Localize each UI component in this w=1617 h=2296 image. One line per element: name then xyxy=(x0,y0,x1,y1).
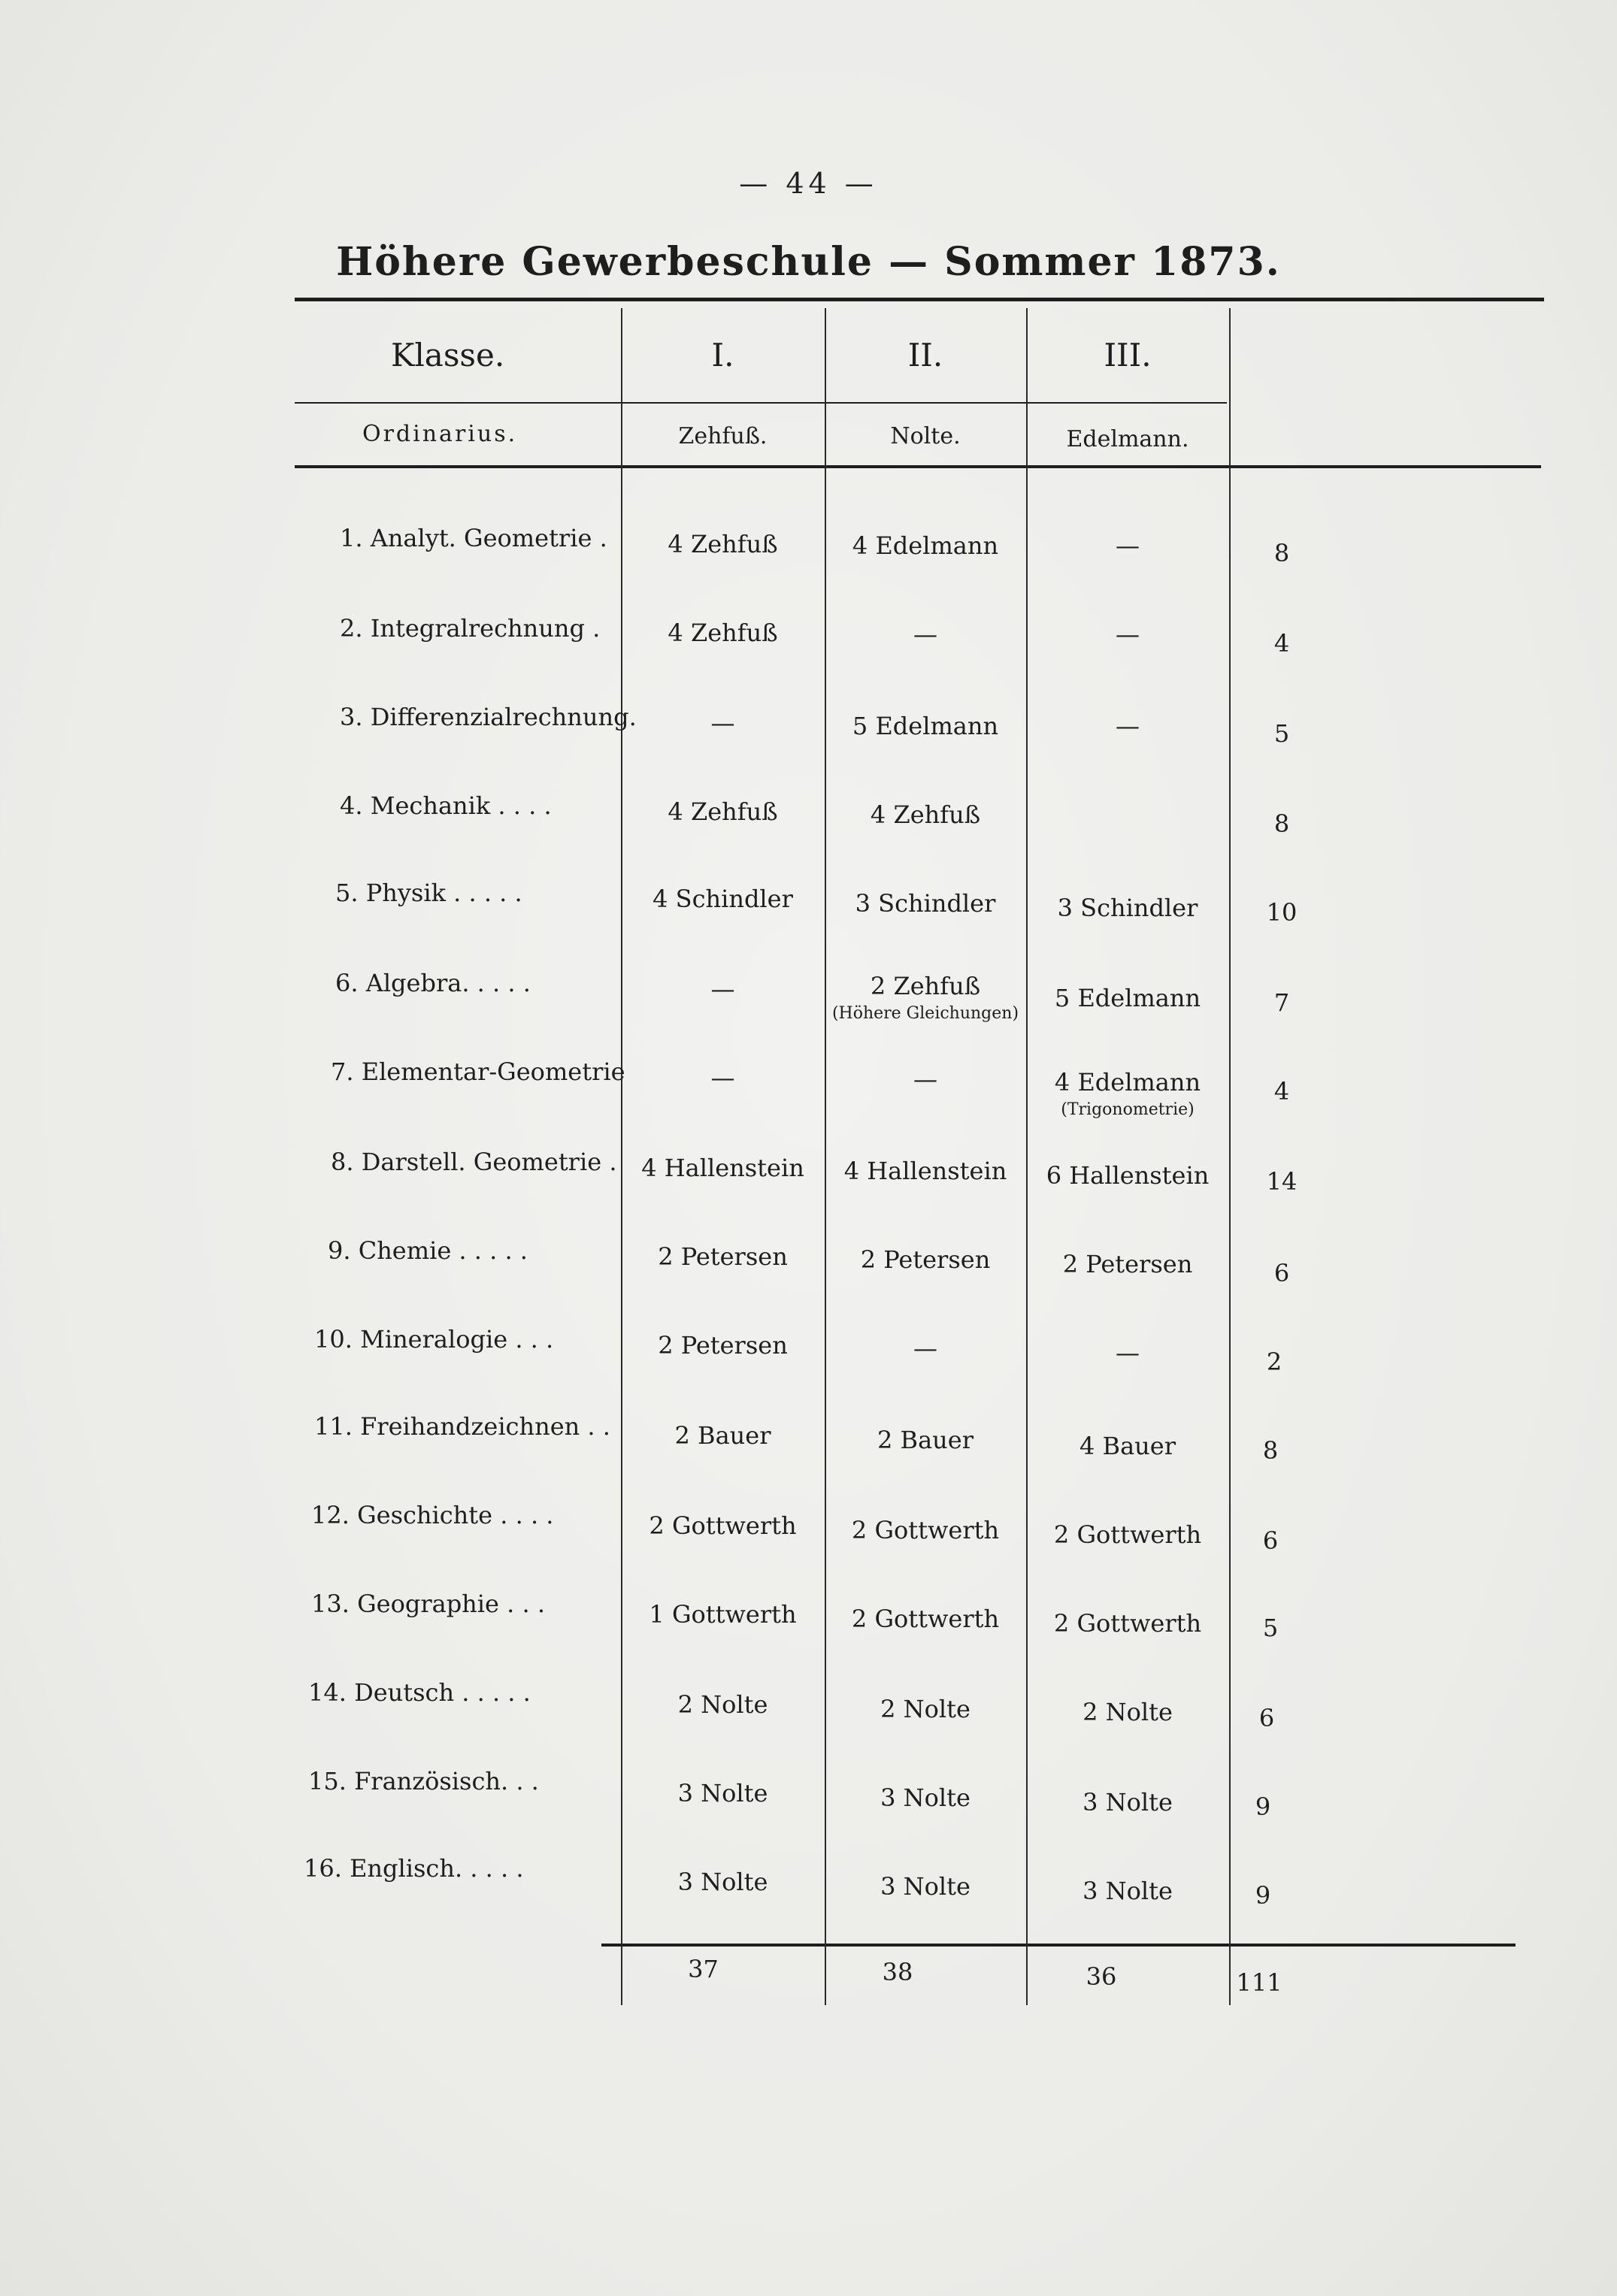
row-total: 8 xyxy=(1273,809,1290,838)
subject-label: 9. Chemie . . . . . xyxy=(328,1236,528,1265)
row-total: 5 xyxy=(1262,1614,1279,1642)
class-II-cell: 4 Edelmann xyxy=(852,531,999,560)
class-II-cell: 3 Nolte xyxy=(880,1872,971,1901)
class-I-header: I. xyxy=(711,337,734,374)
ordinarius-III: Edelmann. xyxy=(1066,426,1189,452)
class-I-cell: 4 Schindler xyxy=(653,885,793,913)
row-total: 8 xyxy=(1273,539,1290,567)
subject-label: 2. Integralrechnung . xyxy=(340,614,601,643)
cell-note: (Höhere Gleichungen) xyxy=(831,1004,1019,1023)
page-number: — 44 — xyxy=(739,167,878,200)
row-total: 5 xyxy=(1273,719,1290,748)
class-III-cell: 6 Hallenstein xyxy=(1046,1161,1210,1190)
class-II-cell: — xyxy=(913,620,937,649)
class-I-cell: 2 Petersen xyxy=(658,1331,788,1360)
class-II-cell: 3 Schindler xyxy=(855,889,996,918)
class-III-cell: 2 Nolte xyxy=(1083,1698,1173,1726)
class-II-cell: — xyxy=(913,1334,937,1363)
class-I-cell: 3 Nolte xyxy=(677,1779,768,1807)
column-rule-4 xyxy=(1229,308,1231,2005)
total-class-II: 38 xyxy=(882,1958,913,1986)
class-III-cell: — xyxy=(1116,531,1140,560)
subject-label: 1. Analyt. Geometrie . xyxy=(340,524,607,552)
class-I-cell: 1 Gottwerth xyxy=(649,1600,797,1629)
row-total: 2 xyxy=(1266,1348,1282,1376)
page-title: Höhere Gewerbeschule — Sommer 1873. xyxy=(336,239,1281,285)
class-III-cell: 2 Gottwerth xyxy=(1053,1520,1202,1549)
class-II-cell: 2 Petersen xyxy=(860,1245,991,1274)
class-I-cell: 2 Petersen xyxy=(658,1242,788,1271)
row-total: 6 xyxy=(1273,1259,1290,1287)
class-III-cell: — xyxy=(1116,1339,1140,1367)
subject-label: 10. Mineralogie . . . xyxy=(314,1325,554,1354)
class-II-cell: 3 Nolte xyxy=(880,1783,971,1812)
row-total: 4 xyxy=(1273,1077,1290,1106)
class-III-cell: 2 Petersen xyxy=(1062,1250,1193,1278)
subject-label: 5. Physik . . . . . xyxy=(335,879,522,907)
column-rule-2 xyxy=(825,308,826,2005)
class-II-cell: 5 Edelmann xyxy=(852,712,999,740)
subject-label: 6. Algebra. . . . . xyxy=(335,969,531,997)
row-total: 4 xyxy=(1273,629,1290,658)
total-grand: 111 xyxy=(1236,1968,1282,1997)
subject-label: 8. Darstell. Geometrie . xyxy=(331,1148,617,1176)
class-I-cell: 4 Zehfuß xyxy=(668,530,778,558)
row-total: 9 xyxy=(1255,1881,1271,1910)
row-total: 9 xyxy=(1255,1792,1271,1821)
subject-label: 12. Geschichte . . . . xyxy=(311,1501,554,1529)
cell-note: (Trigonometrie) xyxy=(1061,1100,1195,1119)
class-III-cell: — xyxy=(1116,712,1140,740)
subject-label: 13. Geographie . . . xyxy=(311,1590,545,1618)
class-II-cell: 2 Bauer xyxy=(877,1426,974,1454)
class-III-cell: 3 Nolte xyxy=(1083,1788,1173,1817)
table-top-rule xyxy=(295,298,1544,301)
row-total: 6 xyxy=(1262,1526,1279,1555)
class-III-cell: 3 Nolte xyxy=(1083,1877,1173,1905)
row-total: 8 xyxy=(1262,1436,1279,1465)
subject-label: 3. Differenzialrechnung. xyxy=(340,703,637,731)
sum-rule xyxy=(601,1944,1516,1947)
class-I-cell: 3 Nolte xyxy=(677,1868,768,1896)
class-III-header: III. xyxy=(1104,337,1152,374)
class-II-cell: 4 Zehfuß xyxy=(870,800,981,829)
cell-value: 4 Edelmann xyxy=(1054,1068,1201,1097)
class-I-cell: 4 Hallenstein xyxy=(641,1154,804,1182)
class-I-cell: 2 Gottwerth xyxy=(649,1511,797,1540)
class-II-cell: 2 Nolte xyxy=(880,1695,971,1723)
row-total: 6 xyxy=(1258,1704,1275,1732)
class-I-cell: 2 Nolte xyxy=(677,1690,768,1719)
class-II-cell: — xyxy=(913,1065,937,1094)
klasse-label: Klasse. xyxy=(391,337,505,374)
class-I-cell: 4 Zehfuß xyxy=(668,619,778,647)
class-III-cell: — xyxy=(1116,620,1140,649)
subject-label: 7. Elementar-Geometrie xyxy=(331,1057,625,1086)
column-rule-3 xyxy=(1026,308,1028,2005)
cell-value: 2 Zehfuß xyxy=(870,972,981,1000)
class-I-cell: 4 Zehfuß xyxy=(668,797,778,826)
subject-label: 14. Deutsch . . . . . xyxy=(308,1678,531,1707)
subject-label: 16. Englisch. . . . . xyxy=(304,1854,524,1883)
row-total: 10 xyxy=(1266,898,1298,927)
ordinarius-I: Zehfuß. xyxy=(678,423,768,449)
header-bottom-rule xyxy=(295,465,1541,468)
subject-label: 11. Freihandzeichnen . . xyxy=(314,1412,610,1441)
class-I-cell: 2 Bauer xyxy=(674,1421,771,1450)
ordinarius-label: Ordinarius. xyxy=(362,421,518,447)
class-II-cell: 4 Hallenstein xyxy=(843,1157,1007,1185)
subject-label: 4. Mechanik . . . . xyxy=(340,791,552,820)
total-class-III: 36 xyxy=(1086,1962,1117,1991)
class-I-cell: — xyxy=(710,1063,735,1092)
class-II-cell: 2 Gottwerth xyxy=(851,1605,1000,1633)
class-III-cell: 5 Edelmann xyxy=(1054,984,1201,1012)
row-total: 14 xyxy=(1266,1167,1298,1196)
class-III-cell: 3 Schindler xyxy=(1057,894,1198,922)
total-class-I: 37 xyxy=(688,1955,719,1983)
ordinarius-II: Nolte. xyxy=(890,423,961,449)
class-III-cell xyxy=(1026,1070,1229,1118)
class-I-cell: — xyxy=(710,709,735,737)
subject-label: 15. Französisch. . . xyxy=(308,1767,539,1795)
class-II-cell xyxy=(825,974,1026,1022)
class-I-cell: — xyxy=(710,975,735,1003)
row-total: 7 xyxy=(1273,988,1290,1017)
class-II-header: II. xyxy=(907,337,943,374)
class-III-cell: 4 Bauer xyxy=(1080,1432,1176,1460)
class-III-cell: 2 Gottwerth xyxy=(1053,1609,1202,1638)
class-II-cell: 2 Gottwerth xyxy=(851,1516,1000,1544)
header-divider xyxy=(295,402,1227,404)
